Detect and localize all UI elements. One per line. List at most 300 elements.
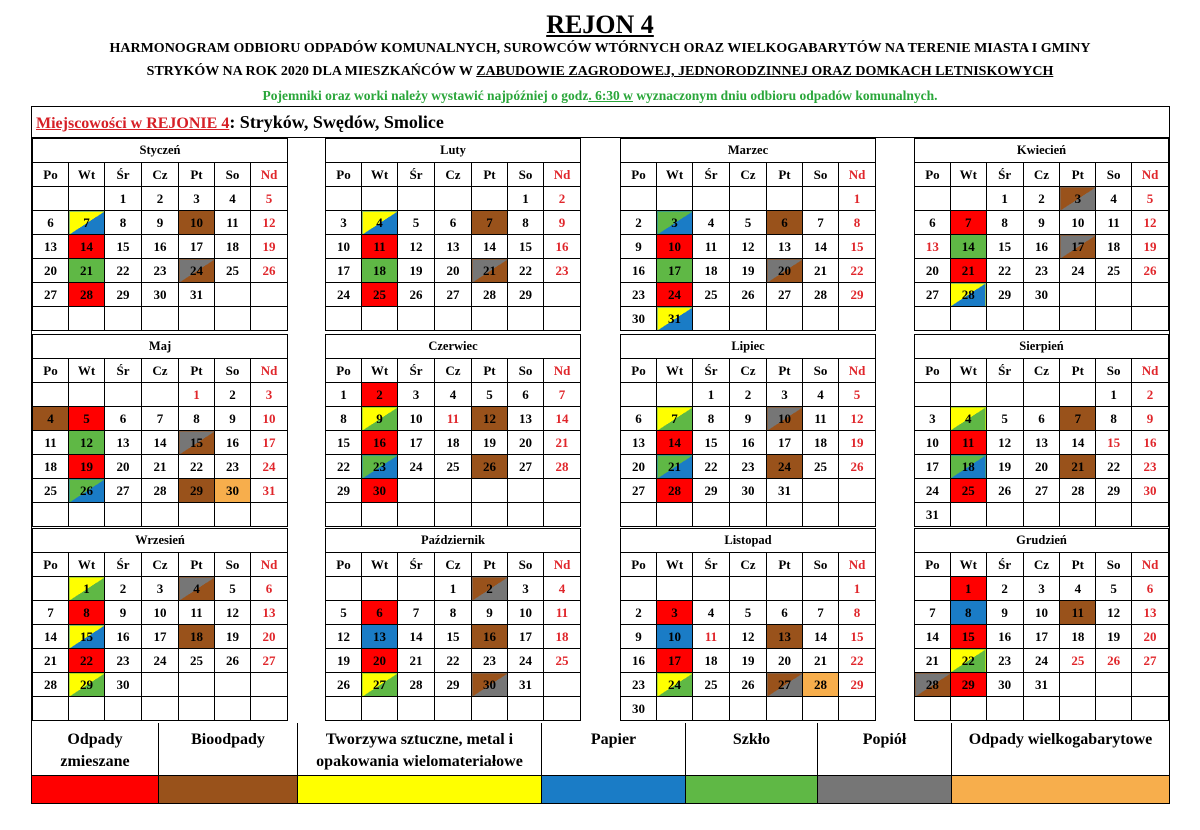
day-cell: 21 xyxy=(803,259,839,283)
day-cell: 3 xyxy=(657,601,693,625)
day-cell: 14 xyxy=(69,235,105,259)
day-cell: 30 xyxy=(730,479,767,503)
empty-cell xyxy=(915,697,951,721)
day-cell: 7 xyxy=(950,211,986,235)
day-cell: 15 xyxy=(69,625,105,649)
empty-cell xyxy=(362,187,398,211)
day-cell: 16 xyxy=(362,431,398,455)
day-cell: 17 xyxy=(508,625,544,649)
empty-cell xyxy=(986,307,1023,331)
day-cell: 21 xyxy=(657,455,693,479)
weekday-header: Wt xyxy=(657,553,693,577)
empty-cell xyxy=(730,697,767,721)
empty-cell xyxy=(1096,283,1132,307)
day-cell: 12 xyxy=(251,211,288,235)
day-cell: 22 xyxy=(986,259,1023,283)
empty-cell xyxy=(142,307,179,331)
day-cell: 22 xyxy=(839,259,876,283)
month-name: Maj xyxy=(33,335,288,359)
empty-cell xyxy=(693,187,730,211)
day-cell: 12 xyxy=(839,407,876,431)
month-8 xyxy=(914,334,1169,527)
day-cell: 17 xyxy=(179,235,215,259)
day-cell: 16 xyxy=(105,625,142,649)
day-cell: 8 xyxy=(179,407,215,431)
day-cell: 14 xyxy=(950,235,986,259)
legend-item xyxy=(32,723,159,803)
day-cell: 9 xyxy=(1132,407,1169,431)
day-cell: 25 xyxy=(179,649,215,673)
empty-cell xyxy=(803,307,839,331)
day-cell: 10 xyxy=(1023,601,1060,625)
subtitle-line-3 xyxy=(0,86,1200,106)
weekday-header: Nd xyxy=(251,163,288,187)
legend-item xyxy=(159,723,298,803)
day-cell: 24 xyxy=(915,479,951,503)
empty-cell xyxy=(693,697,730,721)
weekday-header: Śr xyxy=(693,359,730,383)
day-cell: 6 xyxy=(1132,577,1169,601)
day-cell: 26 xyxy=(472,455,508,479)
weekday-header: Pt xyxy=(472,553,508,577)
day-cell: 18 xyxy=(693,649,730,673)
empty-cell xyxy=(326,307,362,331)
empty-cell xyxy=(621,383,657,407)
day-cell: 12 xyxy=(1096,601,1132,625)
day-cell: 13 xyxy=(915,235,951,259)
empty-cell xyxy=(398,307,435,331)
day-cell: 10 xyxy=(326,235,362,259)
day-cell: 23 xyxy=(544,259,581,283)
day-cell: 7 xyxy=(915,601,951,625)
day-cell: 25 xyxy=(950,479,986,503)
day-cell: 30 xyxy=(986,673,1023,697)
day-cell: 6 xyxy=(767,211,803,235)
day-cell: 7 xyxy=(33,601,69,625)
day-cell: 7 xyxy=(803,601,839,625)
legend-label: Tworzywa sztuczne, metal i opakowania wielomateriałowe xyxy=(316,731,523,770)
empty-cell xyxy=(803,503,839,527)
day-cell: 29 xyxy=(1096,479,1132,503)
day-cell: 25 xyxy=(544,649,581,673)
day-cell: 25 xyxy=(215,259,251,283)
empty-cell xyxy=(398,503,435,527)
day-cell: 15 xyxy=(1096,431,1132,455)
day-cell: 2 xyxy=(215,383,251,407)
day-cell: 8 xyxy=(326,407,362,431)
day-cell: 27 xyxy=(1023,479,1060,503)
day-cell: 10 xyxy=(657,625,693,649)
weekday-header: Cz xyxy=(142,553,179,577)
day-cell: 19 xyxy=(215,625,251,649)
day-cell: 2 xyxy=(986,577,1023,601)
day-cell: 17 xyxy=(657,259,693,283)
day-cell: 3 xyxy=(508,577,544,601)
day-cell: 2 xyxy=(1132,383,1169,407)
day-cell: 2 xyxy=(730,383,767,407)
day-cell: 25 xyxy=(693,283,730,307)
day-cell: 30 xyxy=(621,697,657,721)
day-cell: 8 xyxy=(693,407,730,431)
page-title: REJON 4 xyxy=(546,10,654,39)
day-cell: 21 xyxy=(1060,455,1096,479)
weekday-header: Śr xyxy=(986,163,1023,187)
day-cell: 10 xyxy=(767,407,803,431)
day-cell: 15 xyxy=(326,431,362,455)
day-cell: 13 xyxy=(767,625,803,649)
day-cell: 2 xyxy=(621,211,657,235)
day-cell: 31 xyxy=(767,479,803,503)
month-3 xyxy=(620,138,876,331)
day-cell: 21 xyxy=(69,259,105,283)
day-cell: 11 xyxy=(362,235,398,259)
day-cell: 29 xyxy=(326,479,362,503)
day-cell: 3 xyxy=(1023,577,1060,601)
empty-cell xyxy=(33,307,69,331)
day-cell: 14 xyxy=(803,625,839,649)
day-cell: 2 xyxy=(142,187,179,211)
day-cell: 7 xyxy=(472,211,508,235)
empty-cell xyxy=(839,503,876,527)
empty-cell xyxy=(1132,697,1169,721)
day-cell: 27 xyxy=(767,673,803,697)
day-cell: 24 xyxy=(142,649,179,673)
day-cell: 4 xyxy=(1096,187,1132,211)
month-4 xyxy=(914,138,1169,331)
day-cell: 10 xyxy=(251,407,288,431)
day-cell: 9 xyxy=(544,211,581,235)
weekday-header: Nd xyxy=(839,553,876,577)
empty-cell xyxy=(508,697,544,721)
day-cell: 11 xyxy=(1096,211,1132,235)
weekday-header: Wt xyxy=(950,553,986,577)
day-cell: 5 xyxy=(986,407,1023,431)
day-cell: 4 xyxy=(179,577,215,601)
day-cell: 24 xyxy=(251,455,288,479)
day-cell: 25 xyxy=(435,455,472,479)
day-cell: 11 xyxy=(435,407,472,431)
day-cell: 24 xyxy=(767,455,803,479)
day-cell: 16 xyxy=(621,649,657,673)
day-cell: 5 xyxy=(1132,187,1169,211)
month-2 xyxy=(325,138,581,331)
day-cell: 1 xyxy=(508,187,544,211)
day-cell: 26 xyxy=(215,649,251,673)
day-cell: 26 xyxy=(326,673,362,697)
weekday-header: Wt xyxy=(69,359,105,383)
day-cell: 20 xyxy=(362,649,398,673)
day-cell: 20 xyxy=(621,455,657,479)
empty-cell xyxy=(803,697,839,721)
day-cell: 6 xyxy=(251,577,288,601)
weekday-header: Śr xyxy=(105,553,142,577)
day-cell: 3 xyxy=(398,383,435,407)
day-cell: 4 xyxy=(693,211,730,235)
empty-cell xyxy=(1023,307,1060,331)
empty-cell xyxy=(1060,673,1096,697)
day-cell: 5 xyxy=(215,577,251,601)
day-cell: 10 xyxy=(179,211,215,235)
day-cell: 1 xyxy=(986,187,1023,211)
empty-cell xyxy=(362,577,398,601)
day-cell: 26 xyxy=(69,479,105,503)
day-cell: 2 xyxy=(1023,187,1060,211)
day-cell: 21 xyxy=(803,649,839,673)
day-cell: 27 xyxy=(362,673,398,697)
empty-cell xyxy=(950,697,986,721)
day-cell: 20 xyxy=(1132,625,1169,649)
empty-cell xyxy=(398,697,435,721)
day-cell: 4 xyxy=(803,383,839,407)
day-cell: 21 xyxy=(915,649,951,673)
day-cell: 15 xyxy=(950,625,986,649)
empty-cell xyxy=(1132,307,1169,331)
day-cell: 20 xyxy=(767,649,803,673)
day-cell: 18 xyxy=(362,259,398,283)
day-cell: 24 xyxy=(398,455,435,479)
day-cell: 7 xyxy=(544,383,581,407)
weekday-header: Cz xyxy=(1023,359,1060,383)
weekday-header: Wt xyxy=(362,163,398,187)
weekday-header: So xyxy=(1096,163,1132,187)
day-cell: 1 xyxy=(435,577,472,601)
day-cell: 29 xyxy=(69,673,105,697)
day-cell: 3 xyxy=(251,383,288,407)
empty-cell xyxy=(69,383,105,407)
day-cell: 4 xyxy=(1060,577,1096,601)
weekday-header: Pt xyxy=(472,163,508,187)
month-name: Październik xyxy=(326,529,581,553)
month-12 xyxy=(914,528,1169,721)
day-cell: 15 xyxy=(839,625,876,649)
day-cell: 3 xyxy=(767,383,803,407)
weekday-header: Śr xyxy=(398,553,435,577)
day-cell: 31 xyxy=(508,673,544,697)
weekday-header: Wt xyxy=(362,553,398,577)
legend-swatch xyxy=(159,775,297,803)
empty-cell xyxy=(105,383,142,407)
legend-swatch xyxy=(818,775,951,803)
day-cell: 20 xyxy=(508,431,544,455)
day-cell: 24 xyxy=(179,259,215,283)
day-cell: 29 xyxy=(105,283,142,307)
empty-cell xyxy=(326,503,362,527)
weekday-header: Pt xyxy=(472,359,508,383)
weekday-header: Śr xyxy=(105,163,142,187)
day-cell: 25 xyxy=(803,455,839,479)
empty-cell xyxy=(657,187,693,211)
empty-cell xyxy=(215,283,251,307)
day-cell: 7 xyxy=(657,407,693,431)
schedule-frame xyxy=(31,106,1170,804)
empty-cell xyxy=(142,673,179,697)
empty-cell xyxy=(950,383,986,407)
empty-cell xyxy=(915,307,951,331)
day-cell: 18 xyxy=(950,455,986,479)
empty-cell xyxy=(1132,283,1169,307)
day-cell: 27 xyxy=(1132,649,1169,673)
day-cell: 29 xyxy=(839,283,876,307)
weekday-header: Cz xyxy=(1023,163,1060,187)
day-cell: 18 xyxy=(33,455,69,479)
day-cell: 4 xyxy=(693,601,730,625)
legend-swatch xyxy=(952,775,1169,803)
day-cell: 23 xyxy=(1023,259,1060,283)
empty-cell xyxy=(1096,697,1132,721)
subtitle-line-1: HARMONOGRAM ODBIORU ODPADÓW KOMUNALNYCH, SUROWCÓW WTÓRNYCH ORAZ WIELKOGABARYTÓW NA TERENIE MIASTA I GMINY xyxy=(109,41,1091,56)
day-cell: 8 xyxy=(508,211,544,235)
day-cell: 7 xyxy=(803,211,839,235)
day-cell: 23 xyxy=(621,283,657,307)
day-cell: 26 xyxy=(398,283,435,307)
day-cell: 30 xyxy=(362,479,398,503)
legend-label: Szkło xyxy=(732,731,771,748)
day-cell: 17 xyxy=(1060,235,1096,259)
empty-cell xyxy=(1060,383,1096,407)
day-cell: 27 xyxy=(33,283,69,307)
day-cell: 5 xyxy=(251,187,288,211)
day-cell: 2 xyxy=(621,601,657,625)
weekday-header: Nd xyxy=(839,163,876,187)
month-name: Czerwiec xyxy=(326,335,581,359)
weekday-header: Wt xyxy=(657,163,693,187)
day-cell: 24 xyxy=(508,649,544,673)
empty-cell xyxy=(915,383,951,407)
day-cell: 16 xyxy=(730,431,767,455)
day-cell: 22 xyxy=(69,649,105,673)
day-cell: 19 xyxy=(1132,235,1169,259)
day-cell: 8 xyxy=(839,211,876,235)
month-name: Marzec xyxy=(621,139,876,163)
day-cell: 14 xyxy=(803,235,839,259)
empty-cell xyxy=(105,697,142,721)
day-cell: 8 xyxy=(986,211,1023,235)
empty-cell xyxy=(1132,503,1169,527)
day-cell: 24 xyxy=(657,283,693,307)
day-cell: 23 xyxy=(986,649,1023,673)
day-cell: 29 xyxy=(508,283,544,307)
legend-item xyxy=(542,723,686,803)
day-cell: 31 xyxy=(1023,673,1060,697)
day-cell: 16 xyxy=(142,235,179,259)
day-cell: 5 xyxy=(730,211,767,235)
empty-cell xyxy=(986,503,1023,527)
day-cell: 6 xyxy=(1023,407,1060,431)
day-cell: 18 xyxy=(215,235,251,259)
empty-cell xyxy=(693,503,730,527)
empty-cell xyxy=(326,577,362,601)
legend-item xyxy=(686,723,818,803)
day-cell: 15 xyxy=(105,235,142,259)
empty-cell xyxy=(33,187,69,211)
empty-cell xyxy=(362,307,398,331)
weekday-header: Nd xyxy=(544,163,581,187)
day-cell: 6 xyxy=(105,407,142,431)
day-cell: 1 xyxy=(326,383,362,407)
empty-cell xyxy=(435,187,472,211)
day-cell: 22 xyxy=(326,455,362,479)
weekday-header: So xyxy=(508,553,544,577)
day-cell: 8 xyxy=(950,601,986,625)
day-cell: 30 xyxy=(1132,479,1169,503)
empty-cell xyxy=(508,307,544,331)
day-cell: 21 xyxy=(33,649,69,673)
empty-cell xyxy=(767,503,803,527)
empty-cell xyxy=(1096,307,1132,331)
empty-cell xyxy=(472,187,508,211)
empty-cell xyxy=(839,697,876,721)
subtitle-line-3-c: wyznaczonym dniu odbioru odpadów komunalnych. xyxy=(632,88,938,103)
empty-cell xyxy=(326,697,362,721)
day-cell: 9 xyxy=(621,235,657,259)
day-cell: 9 xyxy=(142,211,179,235)
empty-cell xyxy=(915,187,951,211)
day-cell: 28 xyxy=(142,479,179,503)
month-name: Luty xyxy=(326,139,581,163)
day-cell: 28 xyxy=(69,283,105,307)
day-cell: 31 xyxy=(657,307,693,331)
day-cell: 1 xyxy=(179,383,215,407)
empty-cell xyxy=(215,697,251,721)
day-cell: 9 xyxy=(621,625,657,649)
weekday-header: Nd xyxy=(251,553,288,577)
month-9 xyxy=(32,528,288,721)
day-cell: 19 xyxy=(730,649,767,673)
day-cell: 3 xyxy=(915,407,951,431)
weekday-header: Po xyxy=(326,553,362,577)
month-name: Sierpień xyxy=(915,335,1169,359)
day-cell: 18 xyxy=(803,431,839,455)
day-cell: 14 xyxy=(398,625,435,649)
empty-cell xyxy=(472,479,508,503)
weekday-header: Nd xyxy=(544,553,581,577)
weekday-header: Śr xyxy=(105,359,142,383)
day-cell: 17 xyxy=(767,431,803,455)
day-cell: 30 xyxy=(621,307,657,331)
region-label: Miejscowości w REJONIE 4 xyxy=(36,115,230,132)
weekday-header: Nd xyxy=(1132,163,1169,187)
day-cell: 9 xyxy=(1023,211,1060,235)
empty-cell xyxy=(251,307,288,331)
empty-cell xyxy=(803,479,839,503)
empty-cell xyxy=(730,577,767,601)
day-cell: 13 xyxy=(435,235,472,259)
day-cell: 21 xyxy=(544,431,581,455)
day-cell: 12 xyxy=(986,431,1023,455)
day-cell: 23 xyxy=(142,259,179,283)
day-cell: 15 xyxy=(179,431,215,455)
day-cell: 2 xyxy=(544,187,581,211)
day-cell: 14 xyxy=(472,235,508,259)
day-cell: 8 xyxy=(1096,407,1132,431)
empty-cell xyxy=(215,307,251,331)
day-cell: 12 xyxy=(398,235,435,259)
day-cell: 3 xyxy=(142,577,179,601)
day-cell: 27 xyxy=(105,479,142,503)
day-cell: 11 xyxy=(179,601,215,625)
empty-cell xyxy=(950,503,986,527)
weekday-header: Nd xyxy=(1132,553,1169,577)
weekday-header: Cz xyxy=(730,359,767,383)
day-cell: 6 xyxy=(508,383,544,407)
empty-cell xyxy=(544,307,581,331)
day-cell: 22 xyxy=(508,259,544,283)
empty-cell xyxy=(544,673,581,697)
day-cell: 18 xyxy=(435,431,472,455)
day-cell: 28 xyxy=(472,283,508,307)
day-cell: 26 xyxy=(986,479,1023,503)
day-cell: 14 xyxy=(1060,431,1096,455)
